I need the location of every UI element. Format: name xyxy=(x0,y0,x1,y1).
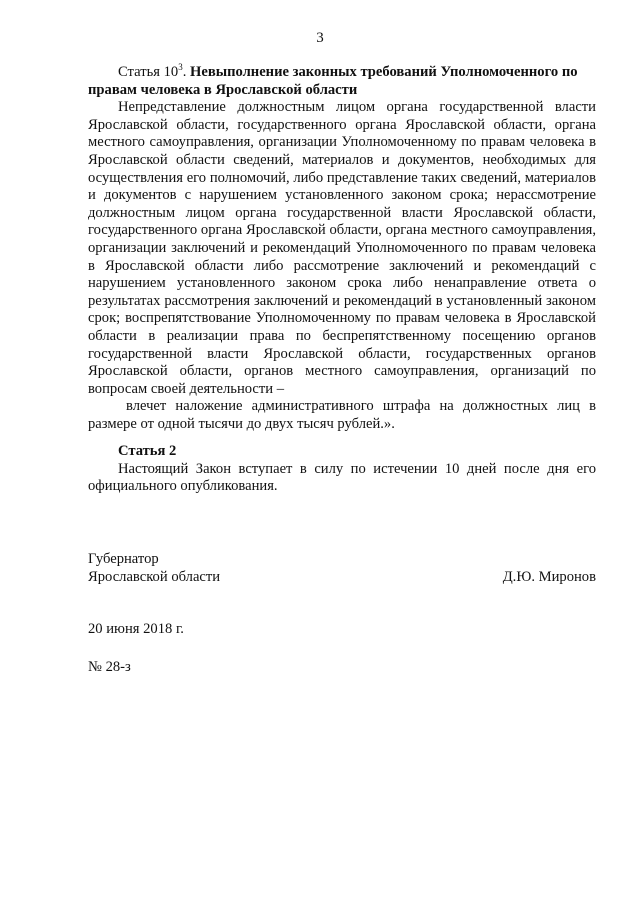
article-heading-sup: 3 xyxy=(178,62,183,72)
article-heading-title: Невыполнение законных требований Уполномоченного по правам человека в Ярославской области xyxy=(88,64,578,98)
signer-name: Д.Ю. Миронов xyxy=(502,568,596,585)
article-2-body: Настоящий Закон вступает в силу по истечении 10 дней после дня его официального опубликования. xyxy=(88,460,596,495)
signer-position-line1: Губернатор xyxy=(88,551,159,567)
article-heading: Статья $10^3$. Невыполнение законных требований Уполномоченного по правам человека в Ярославской области xyxy=(88,62,578,98)
article-2 xyxy=(88,443,596,496)
page-number: 3 xyxy=(316,30,324,46)
law-number: № 28-з xyxy=(88,659,131,675)
article-2-heading: Статья 2 xyxy=(118,443,177,459)
law-date: 20 июня 2018 г. xyxy=(88,621,184,637)
article-body: Непредставление должностным лицом органа государственной власти Ярославской области, государственного органа Ярославской области, органа местного самоуправления, организации Уполномоченному по правам человека в Ярославской области сведений, материалов и документов, необходимых для осуществления его полномочий, либо представление таких сведений, материалов и документов с нарушением установленного законом срока; нерассмотрение должностным лицом органа государственной власти Ярославской области, государственного органа Ярославской области, органа местного самоуправления, организации заключений и рекомендаций Уполномоченного по правам человека в Ярославской области либо рассмотрение заключений и рекомендаций с нарушением установленного законом срока либо ненаправление ответа о результатах рассмотрения заключений и рекомендаций в установленный законом срок; воспрепятствование Уполномоченному по правам человека в Ярославской области в реализации права по беспрепятственному посещению органов государственной власти Ярославской области, государственных органов Ярославской области, органов местного самоуправления, организаций по вопросам своей деятельности – xyxy=(88,99,596,397)
article-consequence: влечет наложение административного штрафа на должностных лиц в размере от одной тысячи до двух тысяч рублей.». xyxy=(88,398,596,432)
signature-block xyxy=(88,551,596,586)
article-heading-prefix: Статья 10 xyxy=(118,64,179,80)
signer-position-line2: Ярославской области xyxy=(88,568,221,585)
article-10-3 xyxy=(88,64,596,433)
